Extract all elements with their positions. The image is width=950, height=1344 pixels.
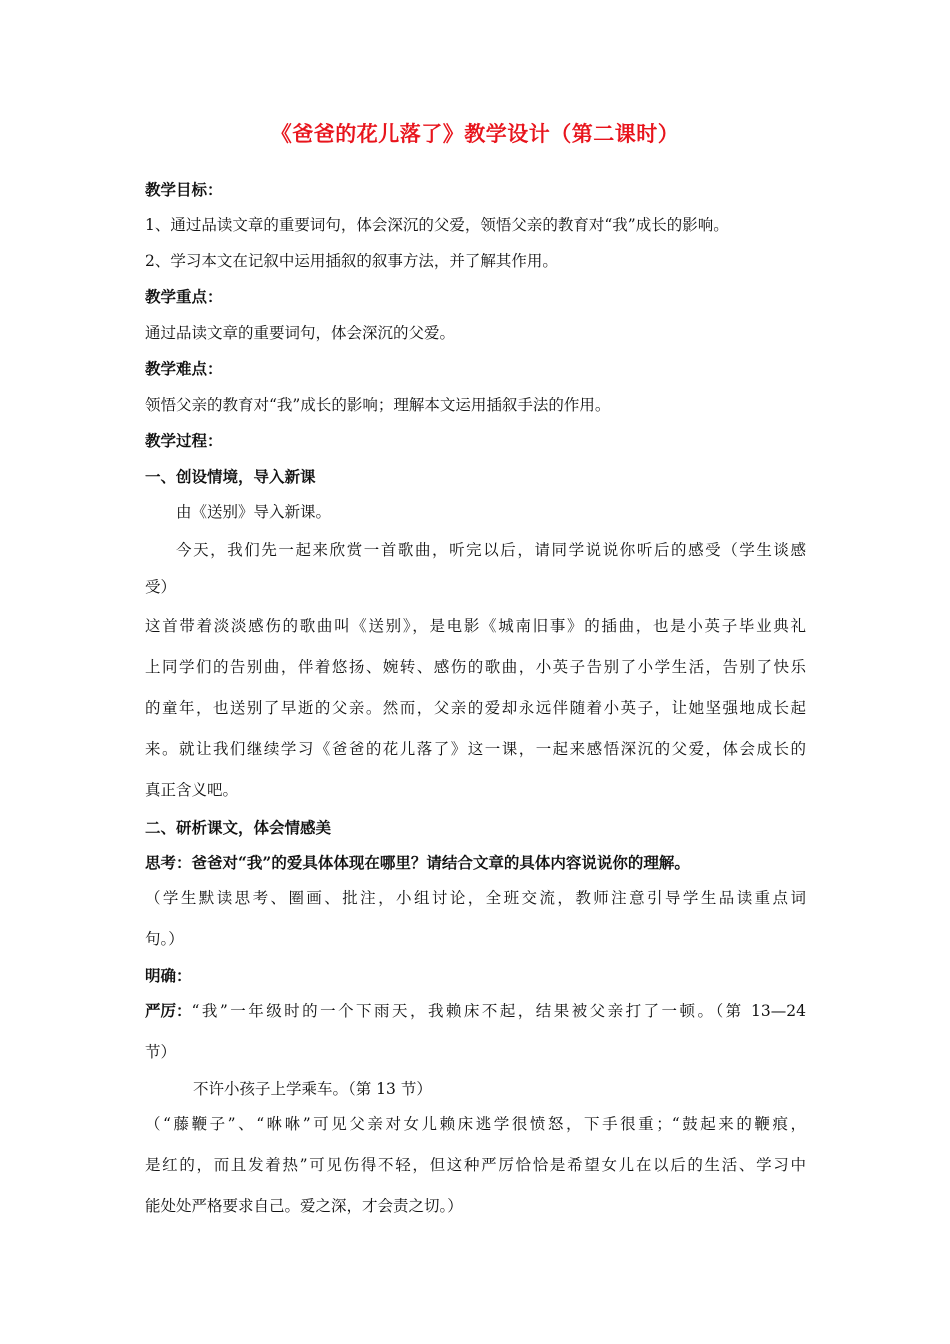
strict-line2: 节） — [145, 1043, 177, 1061]
section1-heading: 一、创设情境，导入新课 — [145, 467, 316, 486]
goal-item-1: 1、通过品读文章的重要词句，体会深沉的父爱，领悟父亲的教育对“我”成长的影响。 — [145, 216, 729, 234]
section2-heading: 二、研析课文，体会情感美 — [145, 818, 332, 837]
method-note-line2: 句。） — [145, 930, 184, 948]
section1-intro: 由《送别》导入新课。 — [176, 503, 332, 521]
strict-line1 — [145, 999, 806, 1021]
difficulty-heading: 教学难点： — [145, 359, 223, 378]
keypoint-text: 通过品读文章的重要词句，体会深沉的父爱。 — [145, 324, 456, 342]
section1-p1-line1: 今天，我们先一起来欣赏一首歌曲，听完以后，请同学说说你听后的感受（学生谈感 — [176, 541, 806, 559]
method-note-line1: （学生默读思考、圈画、批注，小组讨论，全班交流，教师注意引导学生品读重点词 — [145, 889, 806, 907]
section1-p2-line4: 来。就让我们继续学习《爸爸的花儿落了》这一课，一起来感悟深沉的父爱，体会成长的 — [145, 740, 806, 758]
section1-p1-line2: 受） — [145, 578, 177, 596]
section1-p2-line5: 真正含义吧。 — [145, 781, 239, 799]
difficulty-text: 领悟父亲的教育对“我”成长的影响；理解本文运用插叙手法的作用。 — [145, 396, 611, 414]
process-heading: 教学过程： — [145, 431, 223, 450]
think-question: 思考：爸爸对“我”的爱具体体现在哪里？请结合文章的具体内容说说你的理解。 — [145, 853, 690, 872]
clarify-heading: 明确： — [145, 966, 192, 985]
goals-heading: 教学目标： — [145, 180, 223, 199]
document-title: 《爸爸的花儿落了》教学设计（第二课时） — [270, 121, 680, 146]
keypoint-heading: 教学重点： — [145, 287, 223, 306]
strict-text: “我”一年级时的一个下雨天，我赖床不起，结果被父亲打了一顿。（第 13—24 — [191, 1002, 806, 1020]
section1-p2-line2: 上同学们的告别曲，伴着悠扬、婉转、感伤的歌曲，小英子告别了小学生活，告别了快乐 — [145, 658, 806, 676]
goal-item-2: 2、学习本文在记叙中运用插叙的叙事方法，并了解其作用。 — [145, 252, 558, 270]
rule-line: 不许小孩子上学乘车。（第 13 节） — [193, 1080, 432, 1098]
section1-p2-line1: 这首带着淡淡感伤的歌曲叫《送别》，是电影《城南旧事》的插曲，也是小英子毕业典礼 — [145, 617, 806, 635]
explanation-line1: （“藤鞭子”、“咻咻”可见父亲对女儿赖床逃学很愤怒，下手很重；“鼓起来的鞭痕， — [145, 1115, 806, 1133]
explanation-line3: 能处处严格要求自己。爱之深，才会责之切。） — [145, 1197, 463, 1215]
explanation-line2: 是红的，而且发着热”可见伤得不轻，但这种严厉恰恰是希望女儿在以后的生活、学习中 — [145, 1156, 806, 1174]
strict-label: 严厉： — [145, 1001, 192, 1020]
section1-p2-line3: 的童年，也送别了早逝的父亲。然而，父亲的爱却永远伴随着小英子，让她坚强地成长起 — [145, 699, 806, 717]
